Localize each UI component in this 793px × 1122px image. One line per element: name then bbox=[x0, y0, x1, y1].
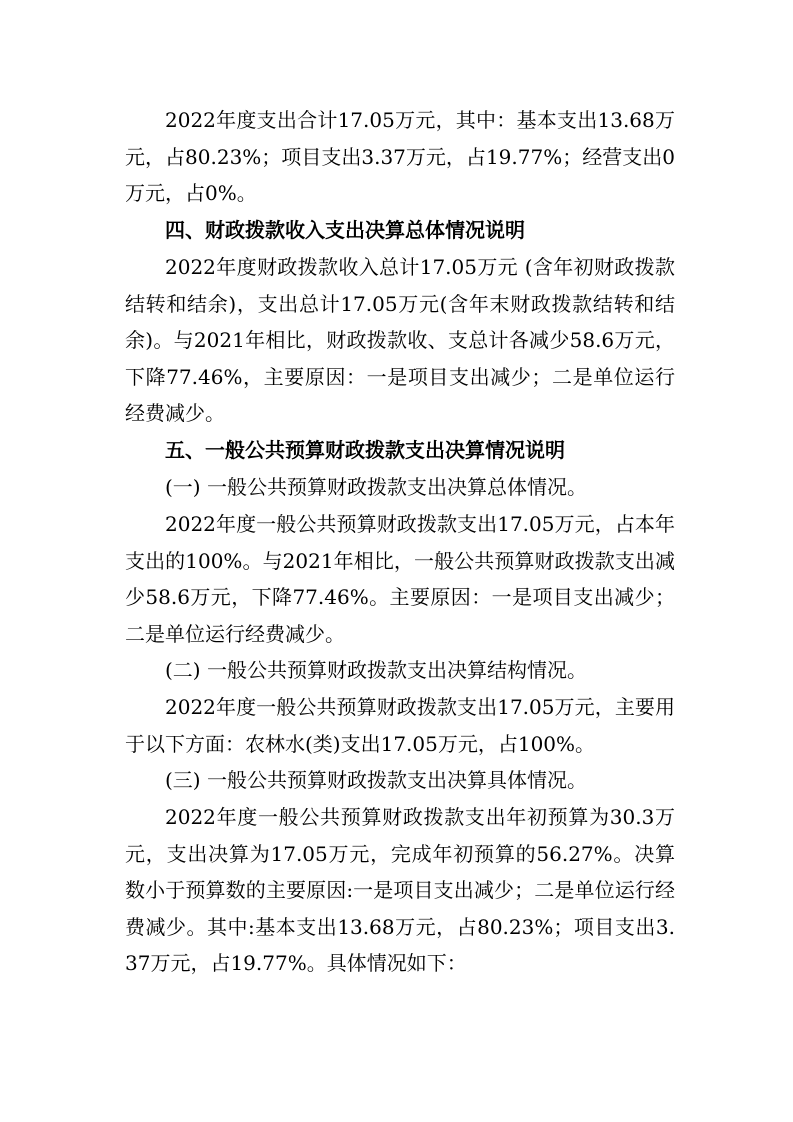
subheading-3: (三) 一般公共预算财政拨款支出决算具体情况。 bbox=[165, 768, 587, 792]
subheading-2: (二) 一般公共预算财政拨款支出决算结构情况。 bbox=[165, 658, 587, 682]
subheading-1: (一) 一般公共预算财政拨款支出决算总体情况。 bbox=[165, 475, 587, 499]
paragraph-general-budget-structure: 2022年度一般公共预算财政拨款支出17.05万元，主要用于以下方面：农林水(类)支出17.05万元，占100%。 bbox=[125, 695, 675, 756]
section-heading-4: 四、财政拨款收入支出决算总体情况说明 bbox=[165, 218, 525, 242]
paragraph-fiscal-appropriation-summary: 2022年度财政拨款收入总计17.05万元 (含年初财政拨款结转和结余)，支出总计17.05万元(含年末财政拨款结转和结余)。与2021年相比，财政拨款收、支总计各减少58.6万元，下降77.46%，主要原因：一是项目支出减少；二是单位运行经费减少。 bbox=[125, 255, 675, 426]
paragraph-expenditure-total: 2022年度支出合计17.05万元，其中：基本支出13.68万元，占80.23%；项目支出3.37万元，占19.77%；经营支出0万元，占0%。 bbox=[125, 108, 675, 206]
paragraph-general-budget-overall: 2022年度一般公共预算财政拨款支出17.05万元，占本年支出的100%。与2021年相比，一般公共预算财政拨款支出减少58.6万元，下降77.46%。主要原因：一是项目支出减少；二是单位运行经费减少。 bbox=[125, 512, 675, 646]
paragraph-general-budget-details: 2022年度一般公共预算财政拨款支出年初预算为30.3万元，支出决算为17.05万元，完成年初预算的56.27%。决算数小于预算数的主要原因:一是项目支出减少；二是单位运行经费减少。其中:基本支出13.68万元，占80.23%；项目支出3.37万元，占19.77%。具体情况如下： bbox=[125, 805, 675, 976]
section-heading-5: 五、一般公共预算财政拨款支出决算情况说明 bbox=[165, 438, 565, 462]
